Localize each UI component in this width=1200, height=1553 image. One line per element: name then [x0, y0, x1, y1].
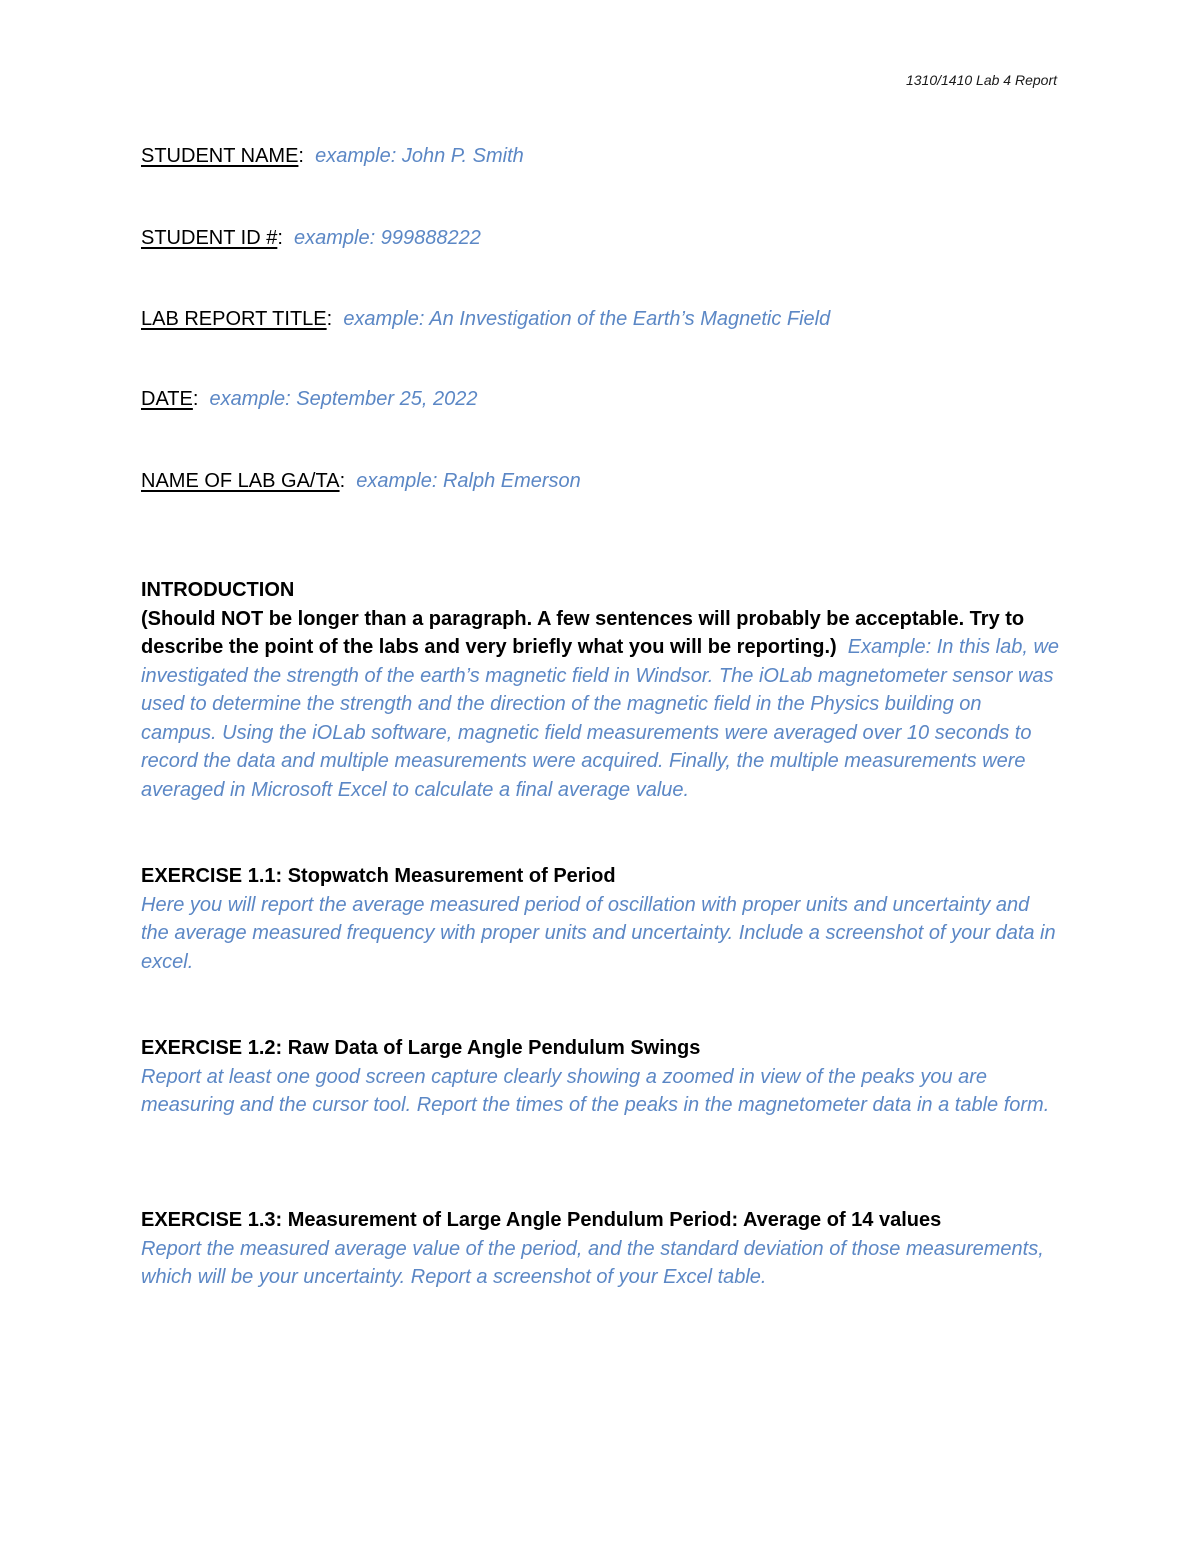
student-id-example: example: 999888222	[294, 227, 481, 249]
exercise-1-2-heading: EXERCISE 1.2: Raw Data of Large Angle Pendulum Swings	[141, 1037, 701, 1059]
exercise-1-3-heading: EXERCISE 1.3: Measurement of Large Angle Pendulum Period: Average of 14 values	[141, 1209, 942, 1231]
exercise-1-3-section	[141, 1206, 1061, 1292]
ta-name-label: NAME OF LAB GA/TA	[141, 470, 340, 492]
report-title-field	[141, 305, 830, 333]
exercise-1-1-heading: EXERCISE 1.1: Stopwatch Measurement of Period	[141, 865, 616, 887]
report-title-example: example: An Investigation of the Earth’s Magnetic Field	[343, 308, 831, 330]
exercise-1-2-section	[141, 1034, 1061, 1120]
student-id-colon: :	[277, 227, 283, 249]
page-header: 1310/1410 Lab 4 Report	[905, 72, 1057, 88]
date-field	[141, 385, 478, 413]
student-name-example: example: John P. Smith	[315, 145, 524, 167]
report-title-label: LAB REPORT TITLE	[141, 308, 327, 330]
introduction-heading: INTRODUCTION	[141, 579, 295, 601]
ta-name-field	[141, 467, 581, 495]
student-name-field	[141, 142, 524, 170]
introduction-example: Example: In this lab, we investigated the strength of the earth’s magnetic field in Windsor. The iOLab magnetometer sensor was used to determine the strength and the direction of the magnetic field in the Physics building on campus. Using the iOLab software, magnetic field measurements were averaged over 10 seconds to record the data and multiple measurements were acquired. Finally, the multiple measurements were averaged in Microsoft Excel to calculate a final average value.	[141, 636, 1060, 801]
ta-name-example: example: Ralph Emerson	[356, 470, 581, 492]
student-id-field	[141, 224, 481, 252]
exercise-1-1-body: Here you will report the average measured period of oscillation with proper units and uncertainty and the average measured frequency with proper units and uncertainty. Include a screenshot of your data in excel.	[141, 893, 1056, 973]
introduction-paragraph	[141, 605, 1061, 805]
exercise-1-2-body: Report at least one good screen capture clearly showing a zoomed in view of the peaks you are measuring and the cursor tool. Report the times of the peaks in the magnetometer data in a table form.	[141, 1065, 1050, 1116]
exercise-1-1-section	[141, 862, 1061, 976]
exercise-1-3-body: Report the measured average value of the period, and the standard deviation of those measurements, which will be your uncertainty. Report a screenshot of your Excel table.	[141, 1237, 1044, 1288]
introduction-instructions: (Should NOT be longer than a paragraph. A few sentences will probably be acceptable. Try to describe the point of the labs and very briefly what you will be reporting.)	[141, 607, 1025, 658]
ta-name-colon: :	[339, 470, 346, 492]
student-name-colon: :	[298, 145, 304, 167]
date-example: example: September 25, 2022	[209, 388, 478, 410]
date-label: DATE	[141, 388, 193, 410]
student-name-label: STUDENT NAME	[141, 145, 299, 167]
student-id-label: STUDENT ID #	[141, 227, 278, 249]
date-colon: :	[192, 388, 199, 410]
report-title-colon: :	[326, 308, 333, 330]
introduction-section	[141, 576, 1061, 804]
